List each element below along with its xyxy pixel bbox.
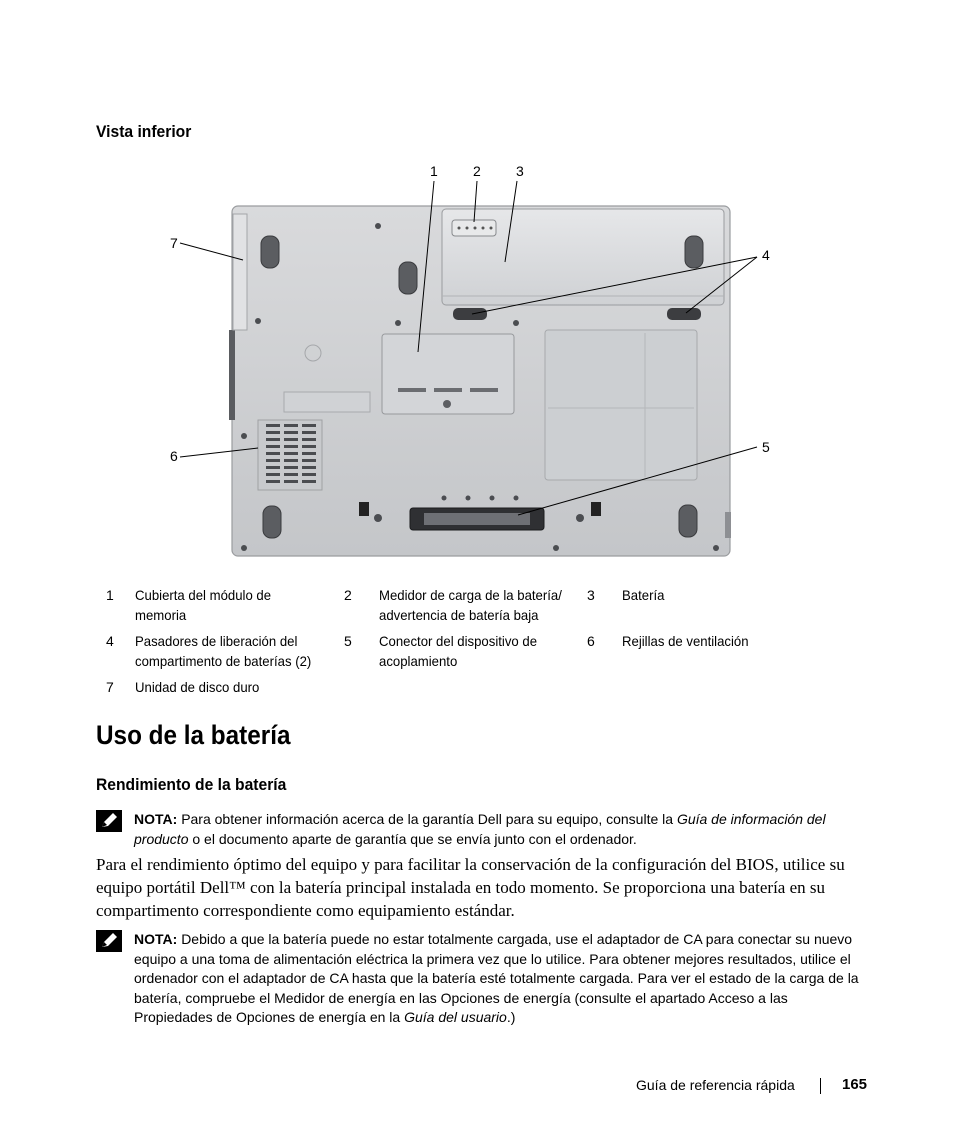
- callout-3: 3: [516, 163, 524, 179]
- callout-2: 2: [473, 163, 481, 179]
- footer-divider: [820, 1078, 821, 1094]
- note-text: .): [506, 1009, 516, 1025]
- section-title: Vista inferior: [96, 122, 192, 141]
- callout-7: 7: [170, 235, 178, 251]
- note-guide-title: Guía de información del producto: [134, 811, 826, 847]
- note-label: NOTA:: [134, 811, 178, 827]
- note-text: o el documento aparte de garantía que se envía junto con el ordenador.: [192, 830, 637, 847]
- callout-1: 1: [430, 163, 438, 179]
- note-guide-title: Guía del usuario: [404, 1009, 507, 1025]
- page-number: 165: [842, 1076, 868, 1093]
- note-label: NOTA:: [134, 931, 178, 947]
- main-heading: Uso de la batería: [96, 720, 291, 750]
- footer-guide-title: Guía de referencia rápida: [636, 1077, 795, 1093]
- note-pencil-icon: [96, 810, 122, 832]
- callout-5: 5: [762, 439, 770, 455]
- note-text: Para obtener información acerca de la garantía Dell para su equipo, consulte la: [181, 811, 674, 827]
- callout-4: 4: [762, 247, 770, 263]
- note-pencil-icon: [96, 930, 122, 952]
- body-paragraph: Para el rendimiento óptimo del equipo y para facilitar la conservación de la configuración del BIOS, utilice su equipo portátil Dell™ con la batería principal instalada en todo momento. Se proporciona una batería en su compartimento correspondiente como equipamiento estándar.: [96, 855, 845, 920]
- callout-6: 6: [170, 448, 178, 464]
- note-text: Debido a que la batería puede no estar totalmente cargada, use el adaptador de CA para conectar su nuevo equipo a una toma de alimentación eléctrica la primera vez que lo utilice. Para obtener mejores resultados, utilice el ordenador con el adaptador de CA hasta que la batería esté totalmente cargada. Para ver el estado de la carga de la batería, compruebe el Medidor de energía en las Opciones de energía (consulte el apartado Acceso a las Propiedades de Opciones de energía en la: [134, 931, 859, 1025]
- sub-heading: Rendimiento de la batería: [96, 775, 287, 794]
